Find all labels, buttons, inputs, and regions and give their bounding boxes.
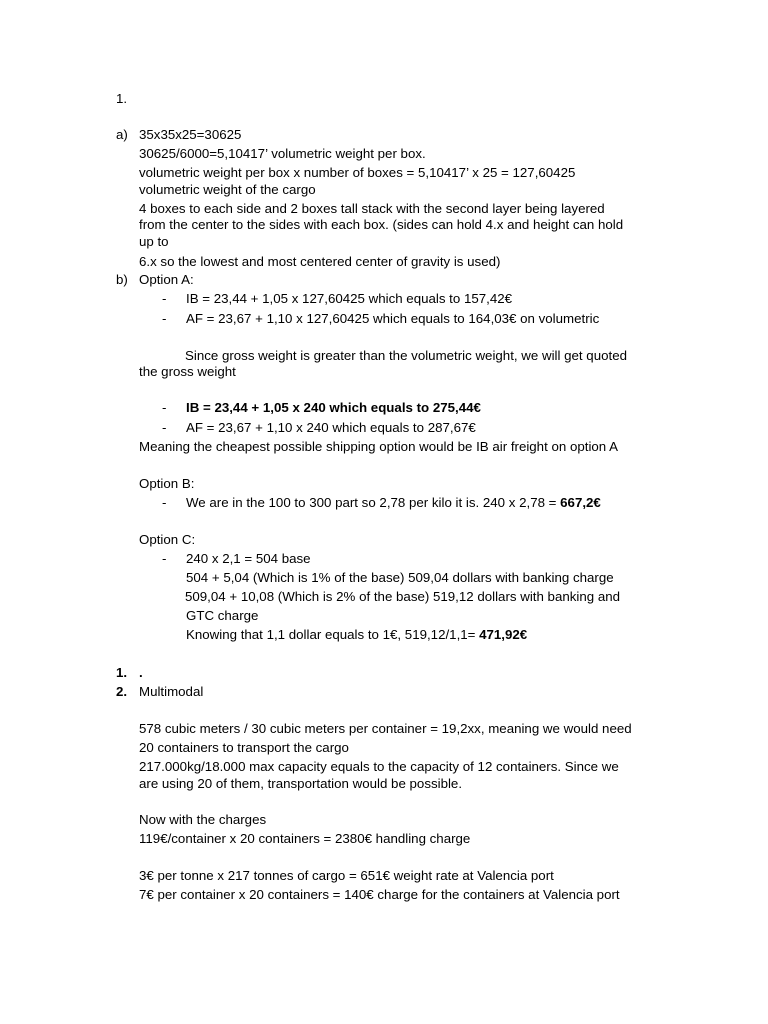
part-a-line: volumetric weight of the cargo: [139, 182, 316, 197]
option-a-bullet: IB = 23,44 + 1,05 x 127,60425 which equals to 157,42€: [186, 291, 513, 306]
option-c-bullet: 240 x 2,1 = 504 base: [186, 551, 311, 566]
dash-icon: -: [162, 291, 167, 306]
option-c-line: 504 + 5,04 (Which is 1% of the base) 509,04 dollars with banking charge: [186, 570, 614, 585]
option-a-bullet: AF = 23,67 + 1,10 x 240 which equals to 287,67€: [186, 420, 476, 435]
list-item-text: .: [139, 665, 143, 680]
option-c-label: Option C:: [139, 532, 196, 547]
dash-icon: -: [162, 551, 167, 566]
option-c-final-text: Knowing that 1,1 dollar equals to 1€, 519,12/1,1=: [186, 627, 480, 642]
option-c-line: 509,04 + 10,08 (Which is 2% of the base) 519,12 dollars with banking and: [185, 589, 621, 604]
multimodal-line: 20 containers to transport the cargo: [139, 740, 349, 755]
dash-icon: -: [162, 420, 167, 435]
part-a-line: 6.x so the lowest and most centered center of gravity is used): [139, 254, 501, 269]
option-b-result: 667,2€: [560, 495, 601, 510]
option-a-bullet: AF = 23,67 + 1,10 x 127,60425 which equals to 164,03€ on volumetric: [186, 311, 600, 326]
option-a-note: Since gross weight is greater than the volumetric weight, we will get quoted: [185, 348, 627, 363]
option-c-result: 471,92€: [479, 627, 528, 642]
charges-line: 119€/container x 20 containers = 2380€ handling charge: [139, 831, 471, 846]
part-a-line: 30625/6000=5,10417’ volumetric weight per box.: [139, 146, 426, 161]
multimodal-line: 578 cubic meters / 30 cubic meters per container = 19,2xx, meaning we would need: [139, 721, 632, 736]
part-a-line: volumetric weight per box x number of boxes = 5,10417’ x 25 = 127,60425: [139, 165, 576, 180]
part-a-marker: a): [116, 127, 128, 142]
section-number: 1.: [116, 91, 128, 106]
option-a-note: the gross weight: [139, 364, 236, 379]
option-a-conclusion: Meaning the cheapest possible shipping option would be IB air freight on option A: [139, 439, 619, 454]
part-a-line: 35x35x25=30625: [139, 127, 242, 142]
list-item-number: 2.: [116, 684, 128, 699]
dash-icon: -: [162, 311, 167, 326]
port-charge-line: 3€ per tonne x 217 tonnes of cargo = 651€ weight rate at Valencia port: [139, 868, 554, 883]
dash-icon: -: [162, 495, 167, 510]
list-item-text: Multimodal: [139, 684, 204, 699]
option-a-label: Option A:: [139, 272, 194, 287]
part-a-line: from the center to the sides with each box. (sides can hold 4.x and height can hold: [139, 217, 624, 232]
part-b-marker: b): [116, 272, 128, 287]
port-charge-line: 7€ per container x 20 containers = 140€ charge for the containers at Valencia port: [139, 887, 620, 902]
option-b-bullet: [186, 495, 601, 511]
multimodal-line: 217.000kg/18.000 max capacity equals to the capacity of 12 containers. Since we: [139, 759, 619, 774]
option-c-final: [186, 627, 527, 643]
part-a-line: up to: [139, 234, 169, 249]
dash-icon: -: [162, 400, 167, 415]
option-c-line: GTC charge: [186, 608, 259, 623]
option-a-bullet-bold: IB = 23,44 + 1,05 x 240 which equals to 275,44€: [186, 400, 481, 415]
charges-heading: Now with the charges: [139, 812, 267, 827]
option-b-text: We are in the 100 to 300 part so 2,78 per kilo it is. 240 x 2,78 =: [186, 495, 561, 510]
option-b-label: Option B:: [139, 476, 195, 491]
multimodal-line: are using 20 of them, transportation would be possible.: [139, 776, 463, 791]
part-a-line: 4 boxes to each side and 2 boxes tall stack with the second layer being layered: [139, 201, 605, 216]
list-item-number: 1.: [116, 665, 128, 680]
